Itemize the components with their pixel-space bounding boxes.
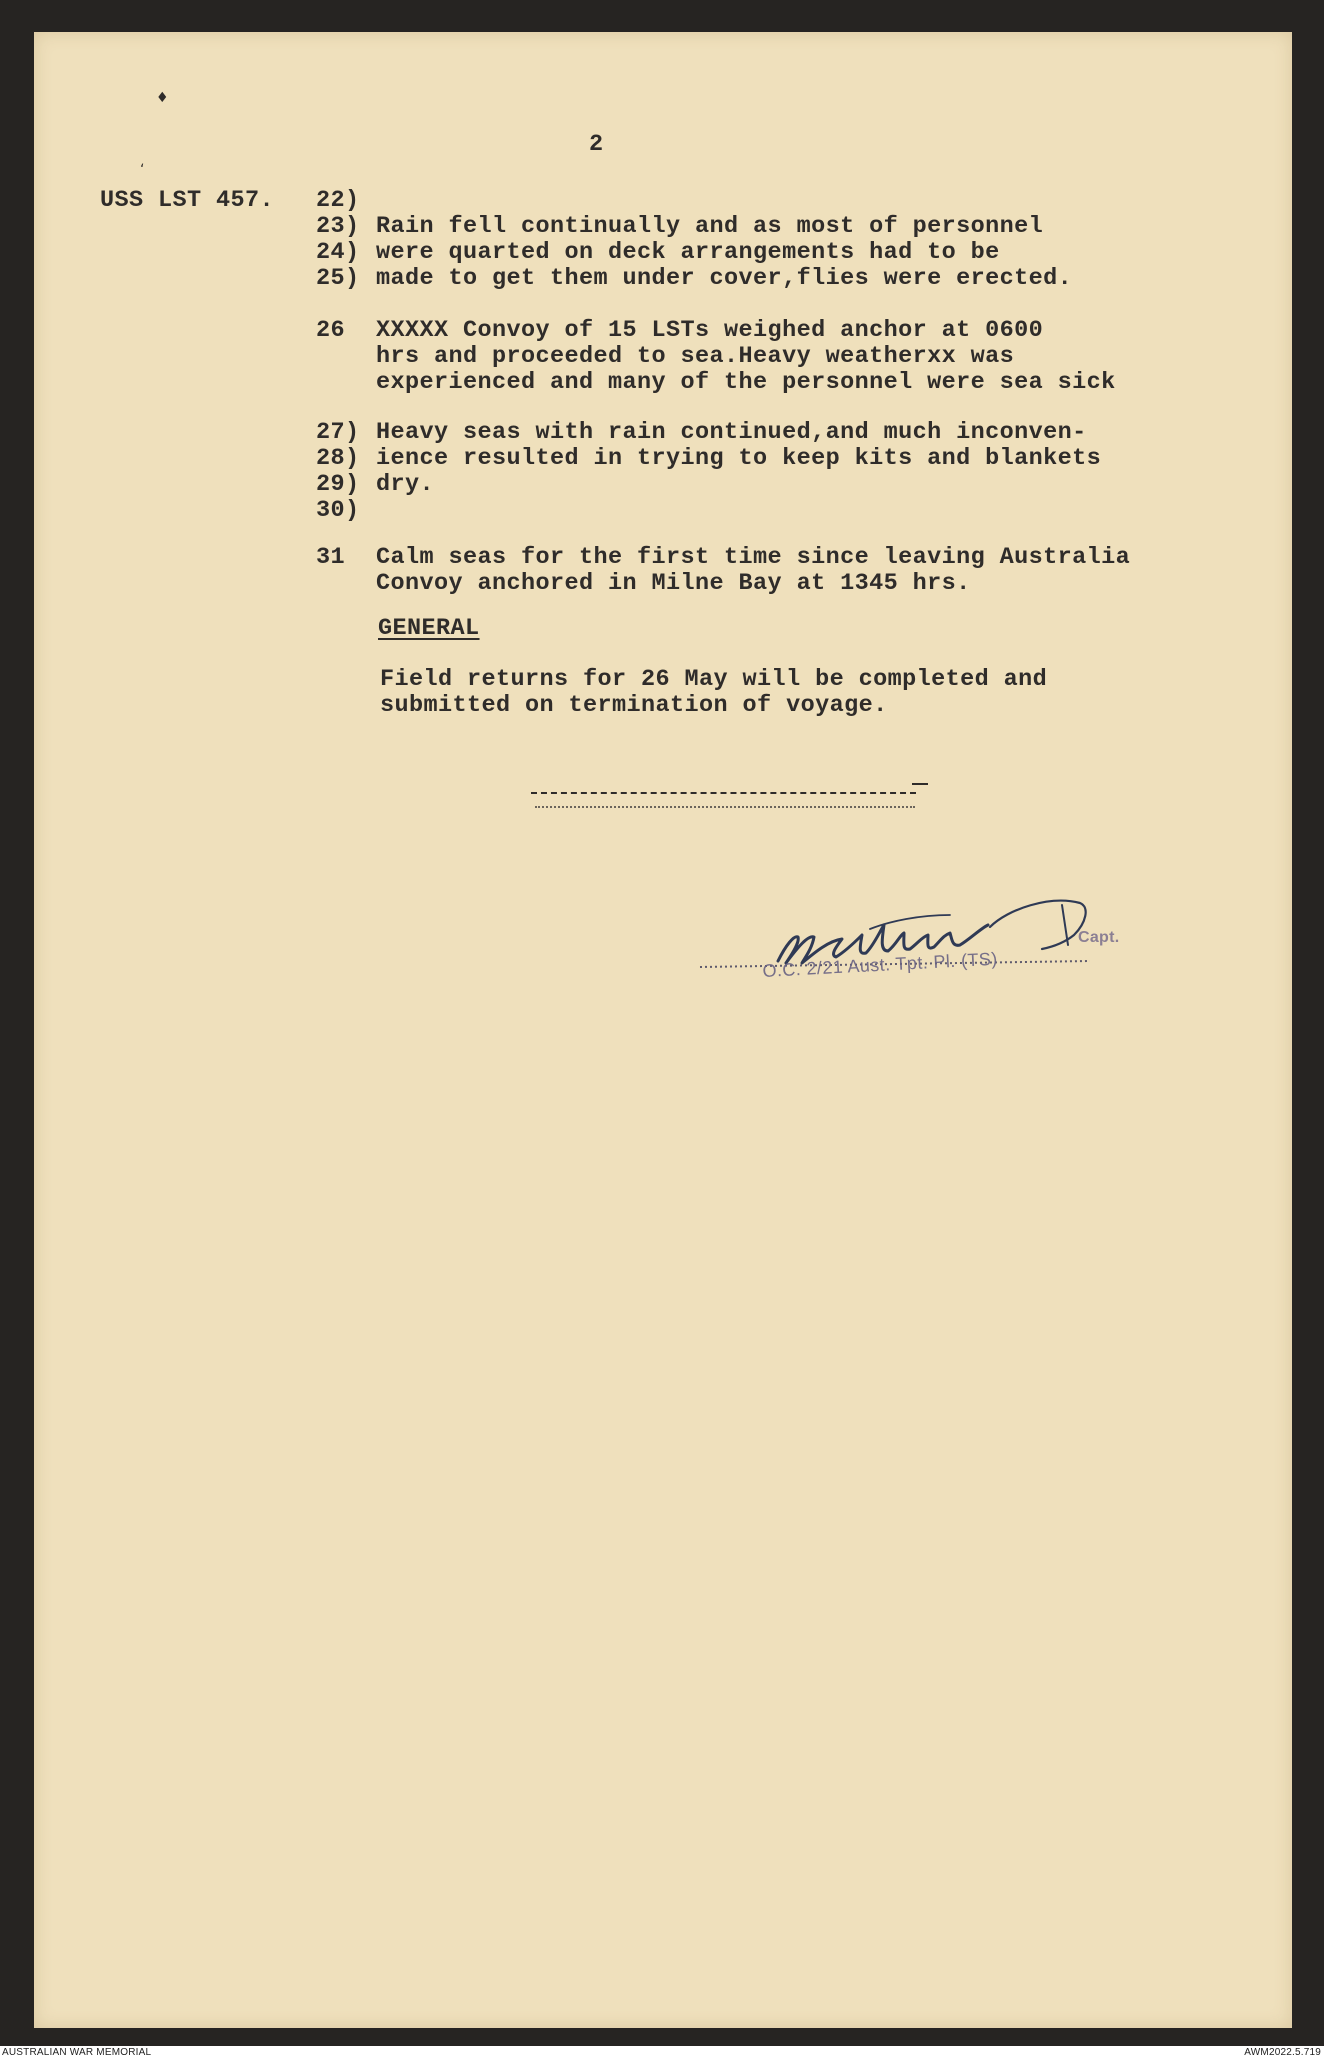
closing-rule-dots [535, 806, 915, 808]
unit-stamp: O.C. 2/21 Aust. Tpt. Pl. (TS) [762, 948, 999, 981]
signature-block [690, 895, 1150, 1015]
log-entry-line: hrs and proceeded to sea.Heavy weatherxx was [376, 343, 1015, 370]
log-entry-line: Calm seas for the first time since leaving Australia [376, 544, 1131, 571]
day-number: 31 [316, 544, 346, 571]
archive-footer-right: AWM2022.5.719 [1244, 2047, 1321, 2058]
general-line: Field returns for 26 May will be completed and [380, 666, 1048, 693]
general-line: submitted on termination of voyage. [380, 692, 888, 719]
closing-rule-tick [912, 783, 928, 785]
log-entry-line: experienced and many of the personnel were sea sick [376, 369, 1116, 396]
day-number: 23) [316, 213, 360, 240]
stray-ink-mark: ♦ [156, 90, 169, 106]
log-entry-line: Convoy anchored in Milne Bay at 1345 hrs. [376, 570, 971, 597]
archive-footer-left: AUSTRALIAN WAR MEMORIAL [2, 2047, 152, 2058]
day-number: 27) [316, 419, 360, 446]
day-number: 29) [316, 471, 360, 498]
vessel-name: USS LST 457. [100, 187, 275, 214]
day-number: 30) [316, 497, 360, 524]
day-number: 28) [316, 445, 360, 472]
log-entry-line: XXXXX Convoy of 15 LSTs weighed anchor at 0600 [376, 317, 1044, 344]
general-heading: GENERAL [378, 615, 480, 642]
log-entry-line: were quarted on deck arrangements had to be [376, 239, 1000, 266]
day-number: 25) [316, 265, 360, 292]
page-number: 2 [589, 131, 604, 158]
stamp-rank: Capt. [1078, 929, 1120, 946]
closing-rule [531, 792, 916, 794]
log-entry-line: ience resulted in trying to keep kits and blankets [376, 445, 1102, 472]
day-number: 24) [316, 239, 360, 266]
log-entry-line: Rain fell continually and as most of personnel [376, 213, 1044, 240]
day-number: 26 [316, 317, 346, 344]
stray-ink-mark: ‘ [140, 162, 145, 178]
log-entry-line: Heavy seas with rain continued,and much inconven- [376, 419, 1087, 446]
log-entry-line: made to get them under cover,flies were erected. [376, 265, 1073, 292]
day-number: 22) [316, 187, 360, 214]
log-entry-line: dry. [376, 471, 435, 498]
